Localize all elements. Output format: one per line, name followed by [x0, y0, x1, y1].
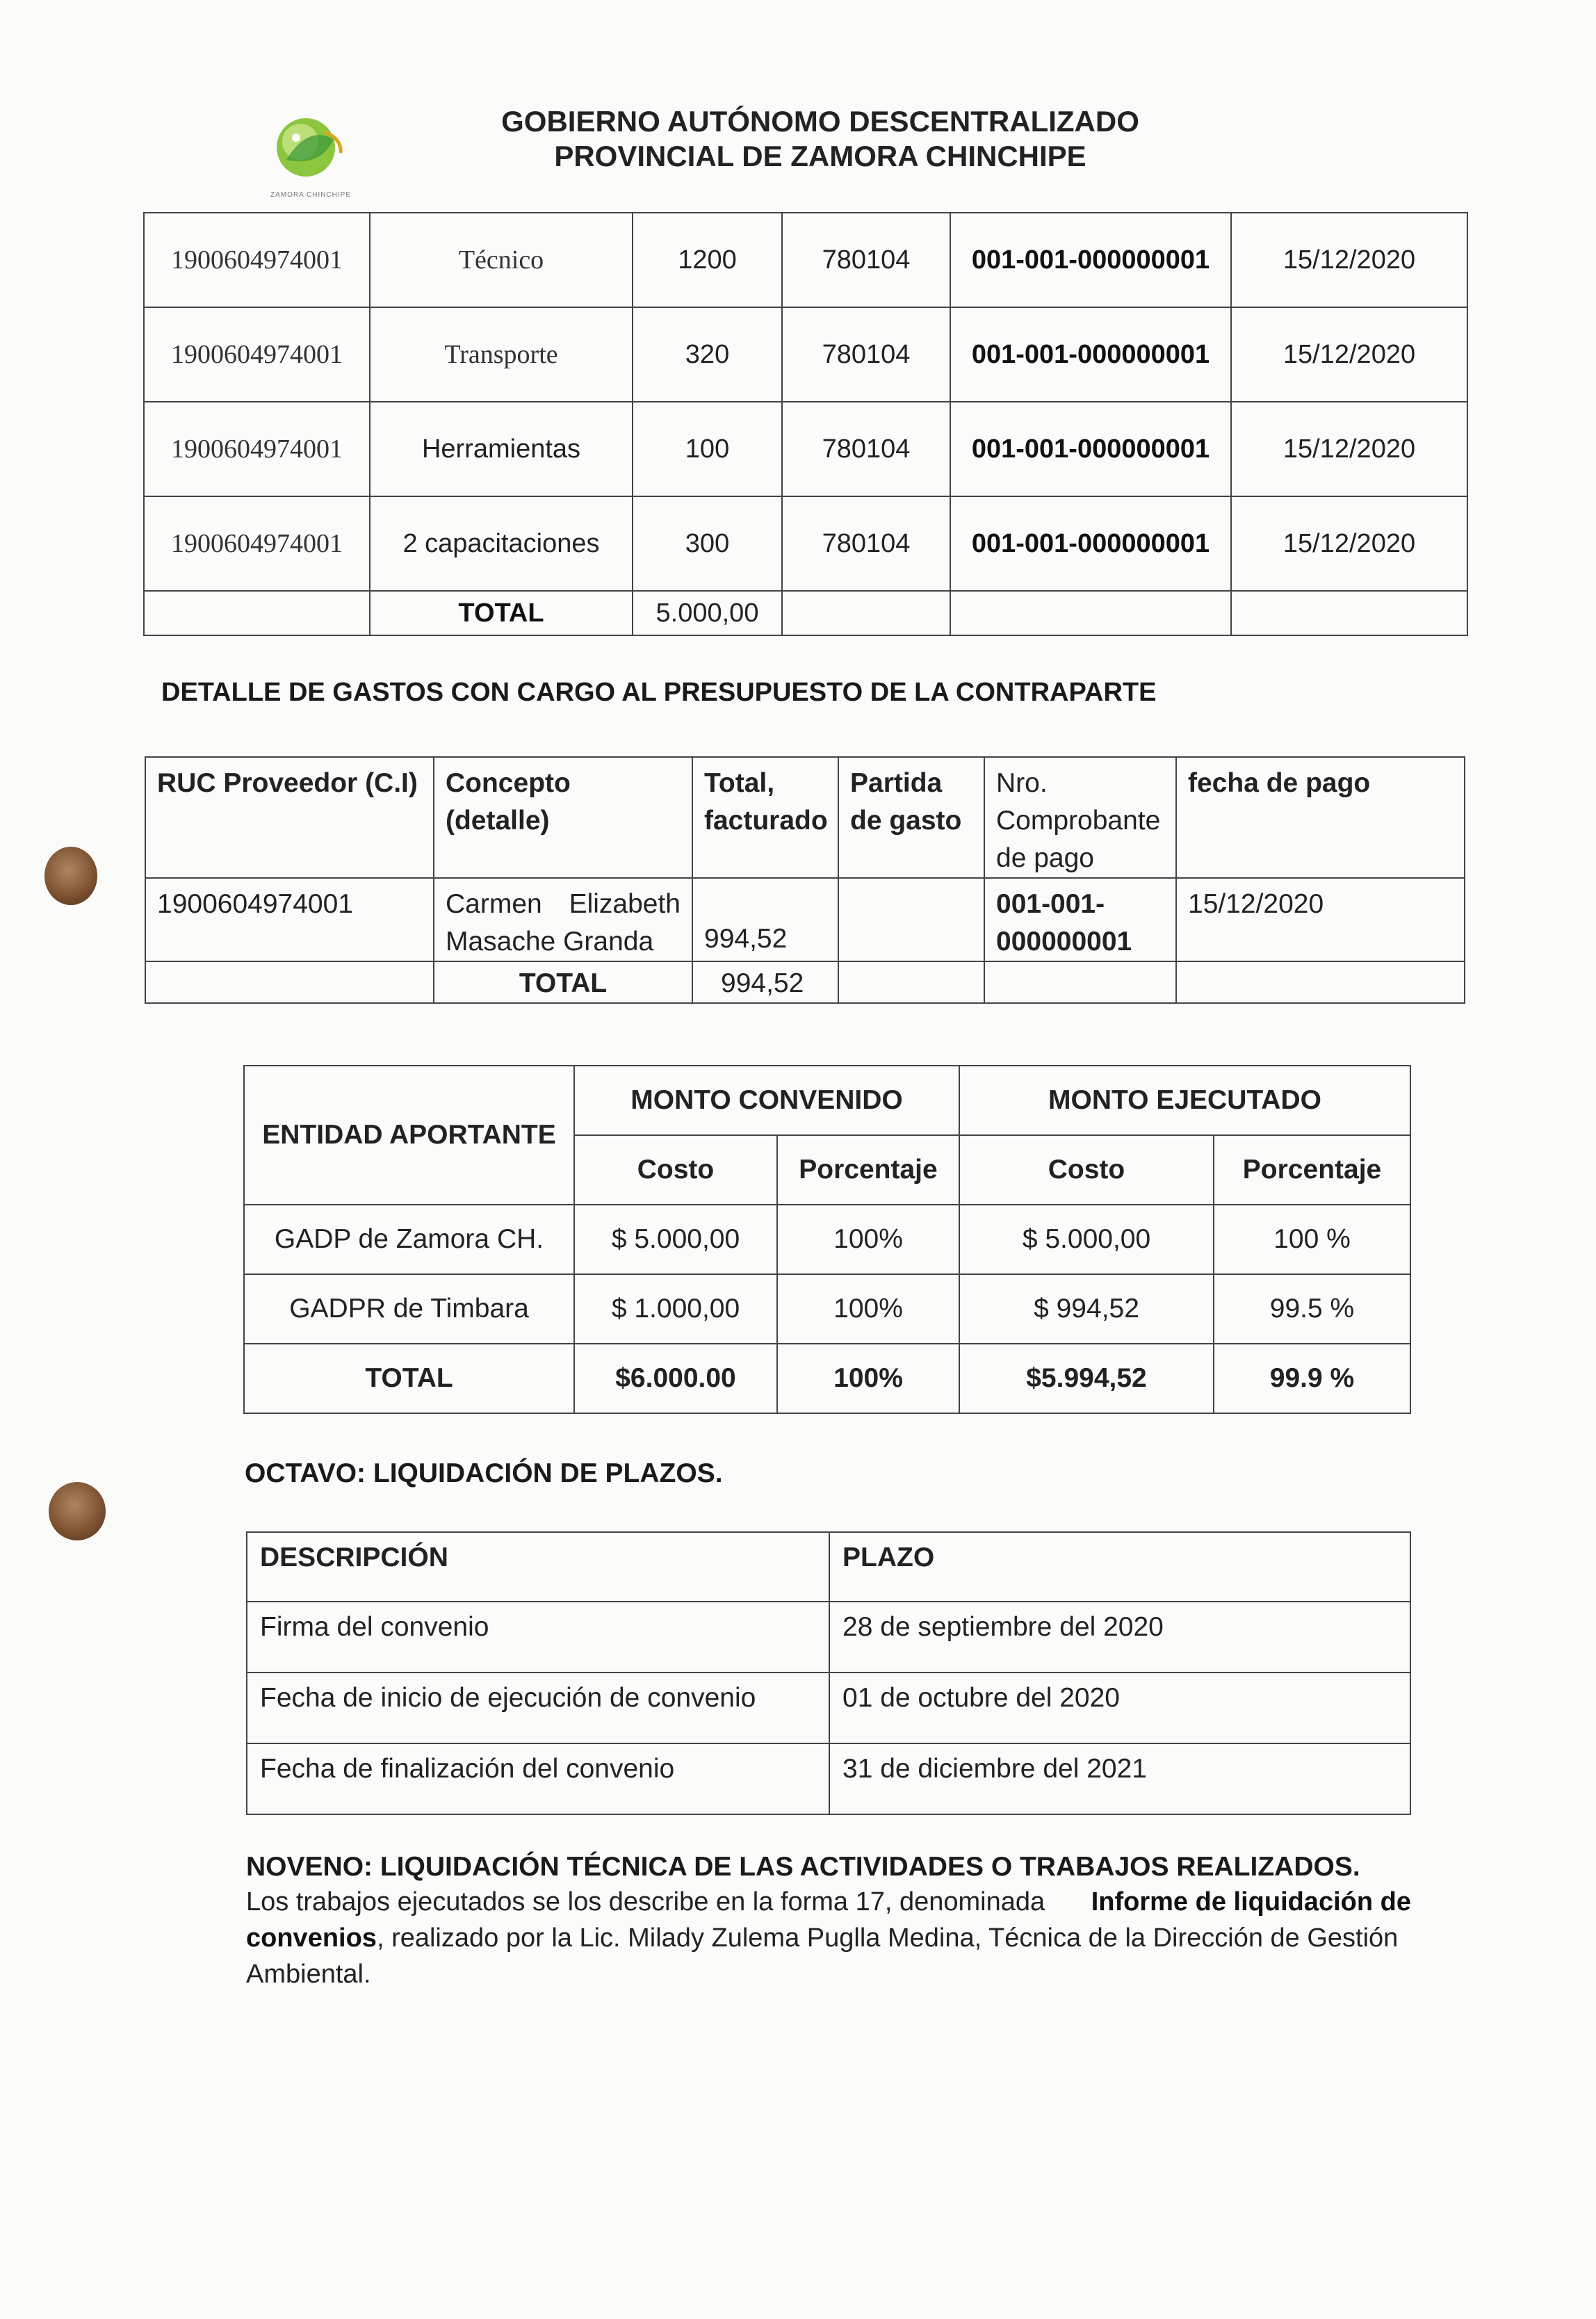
plazo-cell: 31 de diciembre del 2021 [829, 1743, 1410, 1814]
partida-cell: 780104 [782, 496, 950, 591]
header-row [247, 1532, 1410, 1602]
amount-cell: 320 [633, 307, 782, 402]
total-label: TOTAL [370, 591, 633, 635]
total-row [145, 961, 1465, 1003]
comprobante-cell: 001-001-000000001 [950, 496, 1231, 591]
hole-punch-mark [49, 1482, 106, 1540]
total-conv-pct: 100% [777, 1344, 959, 1413]
table-row [144, 307, 1467, 402]
table-row [144, 496, 1467, 591]
concept-cell: Transporte [370, 307, 633, 402]
header-costo: Costo [574, 1135, 777, 1205]
table-row [244, 1205, 1410, 1274]
exec-pct-cell: 99.5 % [1214, 1274, 1410, 1344]
expense-table [143, 212, 1468, 636]
desc-cell: Fecha de finalización del convenio [247, 1743, 829, 1814]
hole-punch-mark [44, 847, 97, 905]
counterpart-table [145, 756, 1465, 1004]
partida-cell: 780104 [782, 402, 950, 496]
conv-pct-cell: 100% [777, 1205, 959, 1274]
exec-cost-cell: $ 994,52 [959, 1274, 1214, 1344]
header-row [244, 1066, 1410, 1135]
conv-cost-cell: $ 5.000,00 [574, 1205, 777, 1274]
ruc-cell: 1900604974001 [145, 878, 434, 961]
concept-cell: Herramientas [370, 402, 633, 496]
entity-cell: GADPR de Timbara [244, 1274, 574, 1344]
header-porcentaje: Porcentaje [1214, 1135, 1410, 1205]
header-title [389, 104, 1251, 174]
header-ejecutado: MONTO EJECUTADO [959, 1066, 1410, 1135]
ruc-cell: 1900604974001 [144, 496, 370, 591]
concept-cell: Técnico [370, 213, 633, 307]
leaf-logo-icon [259, 111, 363, 188]
partida-cell: 780104 [782, 213, 950, 307]
octavo-heading: OCTAVO: LIQUIDACIÓN DE PLAZOS. [245, 1458, 723, 1488]
exec-pct-cell: 100 % [1214, 1205, 1410, 1274]
desc-cell: Fecha de inicio de ejecución de convenio [247, 1673, 829, 1743]
header-descripcion: DESCRIPCIÓN [247, 1532, 829, 1602]
amount-cell: 100 [633, 402, 782, 496]
header-row [145, 757, 1465, 878]
header-total: Total, facturado [692, 757, 838, 878]
ruc-cell: 1900604974001 [144, 307, 370, 402]
ruc-cell: 1900604974001 [144, 213, 370, 307]
counterpart-heading: DETALLE DE GASTOS CON CARGO AL PRESUPUESTO DE LA CONTRAPARTE [161, 678, 1157, 707]
amount-cell: 1200 [633, 213, 782, 307]
concept-cell: 2 capacitaciones [370, 496, 633, 591]
table-row [247, 1673, 1410, 1743]
total-value: 994,52 [692, 961, 838, 1003]
total-exec-cost: $5.994,52 [959, 1344, 1214, 1413]
comprobante-cell: 001-001-000000001 [950, 402, 1231, 496]
fecha-cell: 15/12/2020 [1231, 402, 1467, 496]
table-row [144, 213, 1467, 307]
header-nro: Nro. Comprobante de pago [984, 757, 1176, 878]
total-row [144, 591, 1467, 635]
total-label: TOTAL [244, 1344, 574, 1413]
noveno-paragraph: Los trabajos ejecutados se los describe en la forma 17, denominada Informe de liquidación de convenios, realizado por la Lic. Milady Zulema Puglla Medina, Técnica de la Dirección de Gestión Ambiental. [246, 1887, 1411, 1989]
header-ruc: RUC Proveedor (C.I) [145, 757, 434, 878]
total-exec-pct: 99.9 % [1214, 1344, 1410, 1413]
ruc-cell: 1900604974001 [144, 402, 370, 496]
total-label: TOTAL [434, 961, 692, 1003]
fecha-cell: 15/12/2020 [1231, 213, 1467, 307]
summary-table [243, 1065, 1411, 1414]
noveno-heading: NOVENO: LIQUIDACIÓN TÉCNICA DE LAS ACTIVIDADES O TRABAJOS REALIZADOS. [246, 1852, 1360, 1882]
header-line-1: GOBIERNO AUTÓNOMO DESCENTRALIZADO [501, 105, 1139, 138]
table-row [144, 402, 1467, 496]
header-partida: Partida de gasto [838, 757, 984, 878]
header-convenido: MONTO CONVENIDO [574, 1066, 959, 1135]
header-line-2: PROVINCIAL DE ZAMORA CHINCHIPE [554, 140, 1086, 172]
plazos-table [246, 1531, 1411, 1815]
conv-pct-cell: 100% [777, 1274, 959, 1344]
header-entidad: ENTIDAD APORTANTE [244, 1066, 574, 1205]
comprobante-cell: 001-001-000000001 [950, 307, 1231, 402]
logo [259, 111, 363, 202]
table-row [247, 1743, 1410, 1814]
desc-cell: Firma del convenio [247, 1602, 829, 1673]
plazo-cell: 01 de octubre del 2020 [829, 1673, 1410, 1743]
partida-cell: 780104 [782, 307, 950, 402]
exec-cost-cell: $ 5.000,00 [959, 1205, 1214, 1274]
plazo-cell: 28 de septiembre del 2020 [829, 1602, 1410, 1673]
header-concepto: Concepto (detalle) [434, 757, 692, 878]
total-row [244, 1344, 1410, 1413]
concepto-cell: Carmen Elizabeth Masache Granda [434, 878, 692, 961]
total-cell: 994,52 [692, 878, 838, 961]
table-row [244, 1274, 1410, 1344]
header-plazo: PLAZO [829, 1532, 1410, 1602]
amount-cell: 300 [633, 496, 782, 591]
total-conv-cost: $6.000.00 [574, 1344, 777, 1413]
table-row [145, 878, 1465, 961]
fecha-cell: 15/12/2020 [1176, 878, 1465, 961]
comprobante-cell: 001-001- 000000001 [984, 878, 1176, 961]
logo-text: ZAMORA CHINCHIPE [270, 191, 351, 199]
entity-cell: GADP de Zamora CH. [244, 1205, 574, 1274]
comprobante-cell: 001-001-000000001 [950, 213, 1231, 307]
table-row [247, 1602, 1410, 1673]
total-value: 5.000,00 [633, 591, 782, 635]
header-fecha: fecha de pago [1176, 757, 1465, 878]
conv-cost-cell: $ 1.000,00 [574, 1274, 777, 1344]
header-porcentaje: Porcentaje [777, 1135, 959, 1205]
header-costo: Costo [959, 1135, 1214, 1205]
fecha-cell: 15/12/2020 [1231, 496, 1467, 591]
fecha-cell: 15/12/2020 [1231, 307, 1467, 402]
